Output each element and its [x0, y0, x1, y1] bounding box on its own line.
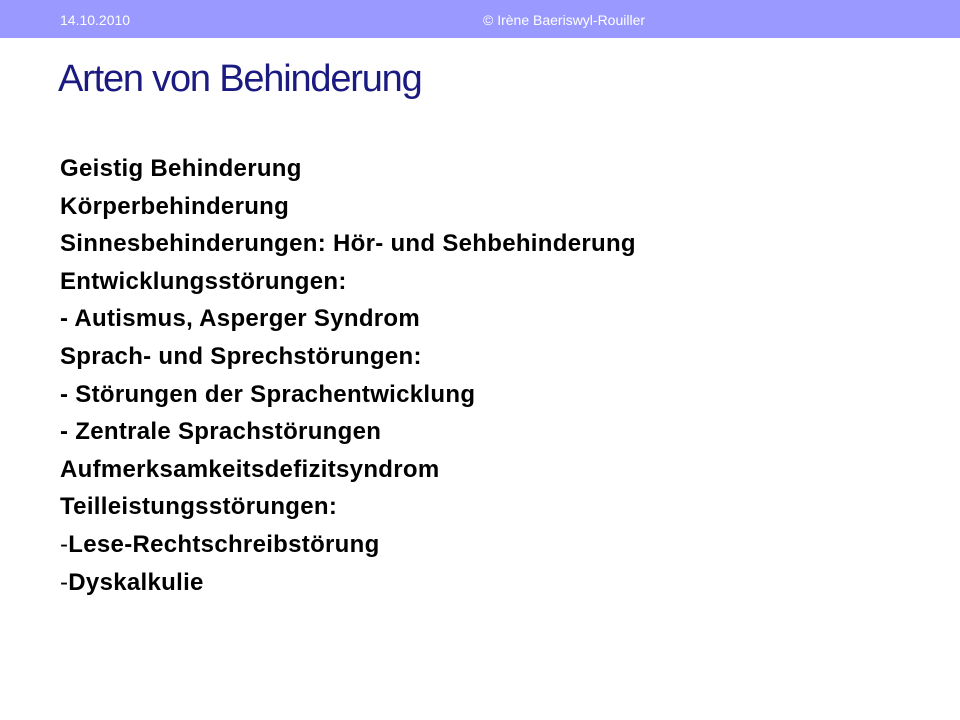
- list-item-geistig: Geistig Behinderung: [60, 155, 302, 182]
- list-item-dyskalkulie-text: Dyskalkulie: [68, 568, 204, 596]
- header-date: 14.10.2010: [60, 12, 131, 28]
- list-item-dyskalkulie: [60, 564, 636, 602]
- slide-title: Arten von Behinderung: [58, 58, 422, 100]
- list-item-lese: [60, 526, 636, 564]
- list-item-aufmerksamkeit: Aufmerksamkeitsdefizitsyndrom: [60, 455, 440, 483]
- header-bar: [0, 0, 960, 38]
- header-copyright: © Irène Baeriswyl-Rouiller: [483, 12, 646, 28]
- list-item-lese-text: Lese-Rechtschreibstörung: [68, 530, 380, 558]
- list-item-sprach: Sprach- und Sprechstörungen:: [60, 342, 422, 370]
- list-dash: -: [60, 568, 69, 596]
- list-item-sprachentwicklung: - Störungen der Sprachentwicklung: [60, 380, 476, 408]
- list-item-entwicklung: Entwicklungsstörungen:: [60, 267, 347, 295]
- list-item-zentrale: - Zentrale Sprachstörungen: [60, 418, 382, 446]
- list-dash: -: [60, 530, 69, 558]
- list-item-sinnes: Sinnesbehinderungen: Hör- und Sehbehinderung: [60, 230, 636, 258]
- list-item-autismus: - Autismus, Asperger Syndrom: [60, 305, 421, 333]
- content-list: [60, 150, 636, 601]
- list-item-teilleistung: Teilleistungsstörungen:: [60, 493, 338, 521]
- list-item-koerper: Körperbehinderung: [60, 192, 290, 220]
